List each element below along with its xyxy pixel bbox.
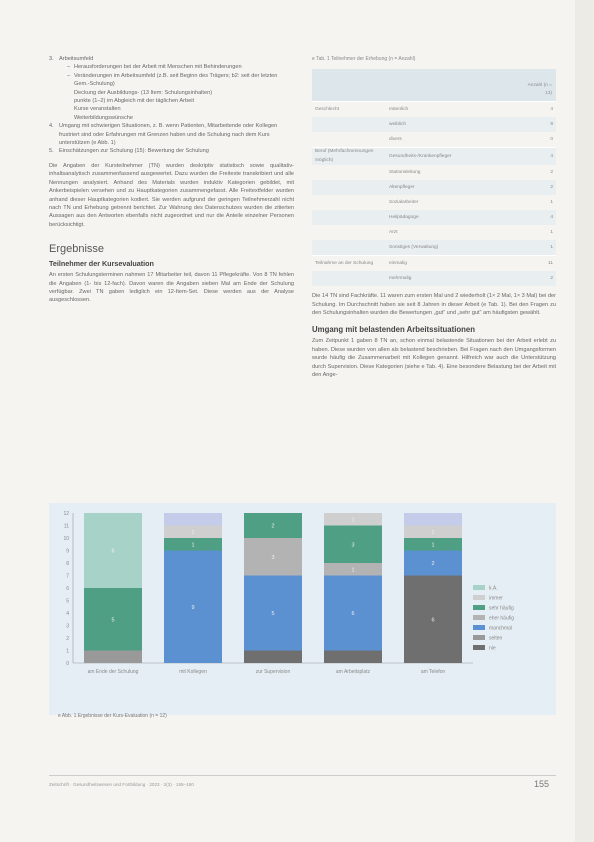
x-tick-label: zur Supervision — [255, 669, 291, 675]
table-row — [312, 210, 556, 225]
sublist-item: Kurse veranstalten — [74, 106, 121, 113]
situations-heading: Umgang mit belastenden Arbeitssituationen — [312, 325, 476, 335]
table-cell-category — [312, 240, 386, 256]
participants-heading: Teilnehmer der Kursevaluation — [49, 259, 154, 269]
table-cell-value: 2 — [550, 275, 553, 281]
page-number: 155 — [534, 779, 550, 789]
chart-svg — [49, 503, 556, 715]
sublist-item: – Veränderungen im Arbeitsumfeld (z.B. seit Beginn des Trägers; b2: seit der letzten Gem.-Schulung) — [67, 72, 294, 89]
bar-data-label: 5 — [111, 617, 115, 624]
sublist-plain — [59, 89, 294, 123]
left-column — [49, 55, 294, 305]
list-number: 3. — [49, 56, 54, 62]
table-cell-value: 1 — [550, 244, 553, 250]
table-cell-category — [312, 165, 386, 180]
bar-data-label: 6 — [351, 611, 355, 617]
table-summary-paragraph: Die 14 TN sind Fachkräfte. 11 waren zum ersten Mal und 2 wiederholt (1× 2 Mal, 1× 3 Mal) bei der Schulung. Im Durchschnitt haben sie seit 8 Jahren in dieser Arbeit (e Tab. 1). Bei den Fragen zu den Schulungsinhalten wurden die Bewertungen „gut“ und „sehr gut“ am häufigsten gewählt. — [312, 293, 556, 317]
bar-segment-top — [404, 513, 462, 526]
list-text: Einschätzungen zur Schulung (15): Bewertung der Schulung — [59, 148, 209, 155]
bar-data-label: 6 — [111, 548, 115, 555]
legend-label: selten — [489, 635, 503, 642]
table-cell-category: Geschlecht — [312, 102, 386, 118]
list-text: Umgang mit schwierigen Situationen, z. B. wenn Patienten, Mitarbeitende oder Kollegen frustriert sind oder Erfahrungen mit Grenzen haben und die Schulung nach dem Kurs unterstützen (e Abb. 1) — [59, 123, 278, 147]
legend-label: manchmal — [489, 625, 513, 632]
situations-paragraph: Zum Zeitpunkt 1 gaben 8 TN an, schon einmal belastende Situationen bei der Arbeit erlebt zu haben. Diese wurden von allen als belastend beschrieben. Bei Fragen nach den Umgangsformen wurde häufig die Zusammenarbeit mit Kollegen genannt. Hilfreich war auch die Unterstützung durch Supervision. Diese Kategorien (siehe e Tab. 4). Eine besondere Belastung bei der Arbeit mit den Ange- — [312, 338, 556, 379]
bar-data-label: 2 — [431, 561, 435, 567]
table-cell-label: weiblich — [389, 121, 407, 127]
table-cell-value: 9 — [550, 121, 553, 127]
legend-swatch — [473, 635, 485, 640]
survey-items-list — [49, 55, 294, 156]
legend-swatch — [473, 645, 485, 650]
bar-data-label: 3 — [351, 542, 355, 549]
table-cell-value: 2 — [550, 184, 553, 190]
legend-label: sehr häufig — [489, 605, 514, 612]
legend-swatch — [473, 615, 485, 620]
bar-segment — [244, 651, 302, 664]
figure-caption: e Abb. 1 Ergebnisse der Kurs-Evaluation (n = 12) — [58, 713, 167, 719]
footer-rule — [49, 775, 556, 776]
legend-swatch — [473, 595, 485, 600]
table-cell-category — [312, 210, 386, 225]
list-item — [49, 147, 294, 155]
table-cell-category: Beruf (Mehrfachnennungen möglich) — [312, 148, 386, 165]
bar-segment — [84, 651, 142, 664]
bar-segment — [324, 651, 382, 664]
table-cell-category — [312, 117, 386, 132]
table-cell-label: mehrmalig — [389, 275, 412, 281]
table-cell-value: 2 — [550, 169, 553, 175]
bar-data-label: 1 — [191, 542, 195, 549]
bar-data-label: 5 — [271, 611, 275, 617]
table-cell-label: einmalig — [386, 256, 520, 272]
bar-data-label: 1 — [431, 542, 435, 549]
y-tick-label: 6 — [66, 586, 69, 592]
x-tick-label: mit Kollegen — [179, 669, 207, 675]
table-cell-category: Teilnahme an der Schulung — [312, 256, 386, 272]
sublist-item: Weiterbildungswünsche — [74, 114, 133, 121]
table-cell-label: Sozialarbeiter — [389, 199, 419, 205]
table-row — [312, 132, 556, 148]
y-tick-label: 12 — [63, 511, 69, 517]
list-item — [49, 122, 294, 147]
table-row — [312, 240, 556, 256]
table-cell-label: Sonstiges (Verwaltung) — [389, 244, 439, 250]
bar-data-label: 2 — [271, 523, 275, 530]
table-row — [312, 180, 556, 195]
y-tick-label: 11 — [63, 523, 69, 530]
table-cell-category — [312, 271, 386, 286]
list-text: Arbeitsumfeld — [59, 56, 94, 62]
table-cell-label: Heilpädagoge — [389, 214, 419, 220]
bar-data-label: 9 — [191, 604, 195, 611]
table-cell-value: 11 — [520, 256, 556, 272]
bar-data-label: 1 — [351, 517, 355, 524]
legend-swatch — [473, 605, 485, 610]
y-tick-label: 4 — [66, 611, 69, 617]
table-cell-category — [312, 195, 386, 210]
sublist — [59, 63, 294, 88]
table-cell-label: divers — [389, 136, 402, 142]
x-tick-label: am Telefon — [420, 669, 446, 675]
footer-text: Zeitschrift · Gesundheitswesen und Fortbildung · 2023 · 2(3) · 155–160 — [49, 782, 194, 787]
legend-label: eher häufig — [489, 615, 515, 622]
table-row — [312, 102, 556, 118]
legend-swatch — [473, 585, 485, 590]
table-cell-value: 4 — [520, 102, 556, 118]
table-cell-label: Stationsleitung — [389, 169, 421, 175]
table-cell-label: männlich — [386, 102, 520, 118]
y-tick-label: 1 — [66, 648, 69, 655]
list-number: 5. — [49, 148, 54, 155]
sublist-item: – Herausforderungen bei der Arbeit mit Menschen mit Behinderungen — [67, 63, 294, 71]
sublist-item: Deckung der Ausbildungs- (13 Item: Schulungsinhalten) — [74, 89, 213, 96]
table-row — [312, 165, 556, 180]
y-tick-label: 7 — [66, 573, 69, 580]
table-row — [312, 117, 556, 132]
y-tick-label: 0 — [66, 661, 69, 667]
table-row — [312, 195, 556, 210]
bar-data-label: 1 — [431, 529, 435, 536]
table-cell-category — [312, 180, 386, 195]
table-cell-category — [312, 132, 386, 148]
table-cell-label: Arzt — [389, 229, 398, 235]
legend-label: k.A. — [489, 585, 498, 592]
y-tick-label: 5 — [66, 598, 69, 605]
methods-paragraph: Die Angaben der Kursteilnehmer (TN) wurden deskriptiv statistisch sowie qualitativ-inhaltsanalytisch zusammenfassend ausgewertet. Dazu wurden die Freitexte transkribiert und alle Nennungen analysiert. Anhand des Materials wurden induktiv Kategorien gebildet, mit Ankerbeispielen versehen und zu Hauptkategorien zusammengefasst. Alle Freitextfelder wurden anhand dieser Hauptkategorien kodiert. Sie werden aufgrund der geringen Teilnehmerzahl nicht nach TN und Erhebung getrennt berichtet. Zur Wahrung des Datenschutzes wurden die zitierten Aussagen aus den Antworten ebenfalls nicht zugeordnet und nur die Anteile einzelner Personen berücksichtigt. — [49, 162, 294, 228]
table-cell-category — [312, 225, 386, 240]
bar-data-label: 1 — [191, 529, 195, 536]
table-header-count: Anzahl (n = 13) — [520, 69, 556, 102]
list-item — [49, 55, 294, 122]
list-number: 4. — [49, 123, 54, 130]
table-cell-value: 4 — [550, 214, 553, 220]
bar-data-label: 6 — [431, 617, 435, 624]
table-cell-value: 1 — [550, 199, 553, 205]
results-heading: Ergebnisse — [49, 243, 105, 256]
table-cell-label: Gesundheits-/Krankenpfleger — [386, 148, 520, 165]
table-cell-value: 1 — [550, 229, 553, 235]
table-cell-value: 0 — [550, 136, 553, 142]
table-caption: e Tab. 1 Teilnehmer der Erhebung (n = Anzahl) — [312, 56, 416, 62]
bar-data-label: 3 — [271, 554, 275, 561]
y-tick-label: 9 — [66, 548, 69, 555]
y-tick-label: 8 — [66, 561, 69, 567]
x-tick-label: am Arbeitsplatz — [335, 669, 371, 675]
table-cell-value: 4 — [520, 148, 556, 165]
table-row — [312, 148, 556, 165]
y-tick-label: 2 — [66, 636, 69, 642]
legend-label: nie — [489, 645, 496, 652]
bar-data-label: 1 — [351, 567, 355, 574]
table-row — [312, 271, 556, 286]
bar-segment-top — [164, 513, 222, 526]
legend-swatch — [473, 625, 485, 630]
table-row — [312, 225, 556, 240]
participants-paragraph: An ersten Schulungsterminen nahmen 17 Mitarbeiter teil, davon 11 Pflegekräfte. Von 8 TN fehlen die Angaben (1- bis 12-fach). Davon waren die Angaben sieben Mal am Ende der Schulung verfügbar. Zwei TN gaben lediglich ein 12-Item-Set. Diese werden aus der Analyse ausgeschlossen. — [49, 272, 294, 304]
y-tick-label: 10 — [63, 536, 69, 542]
participants-table — [312, 69, 556, 286]
y-tick-label: 3 — [66, 623, 69, 630]
legend-label: immer — [489, 595, 503, 602]
page-edge — [575, 0, 594, 842]
table-row — [312, 256, 556, 272]
sublist-item: punkte (1–2) im Abgleich mit der täglichen Arbeit — [74, 98, 195, 105]
table-cell-label: Altenpfleger — [389, 184, 415, 190]
stacked-bar-chart — [49, 503, 556, 715]
right-column — [312, 55, 556, 379]
x-tick-label: am Ende der Schulung — [87, 669, 139, 675]
